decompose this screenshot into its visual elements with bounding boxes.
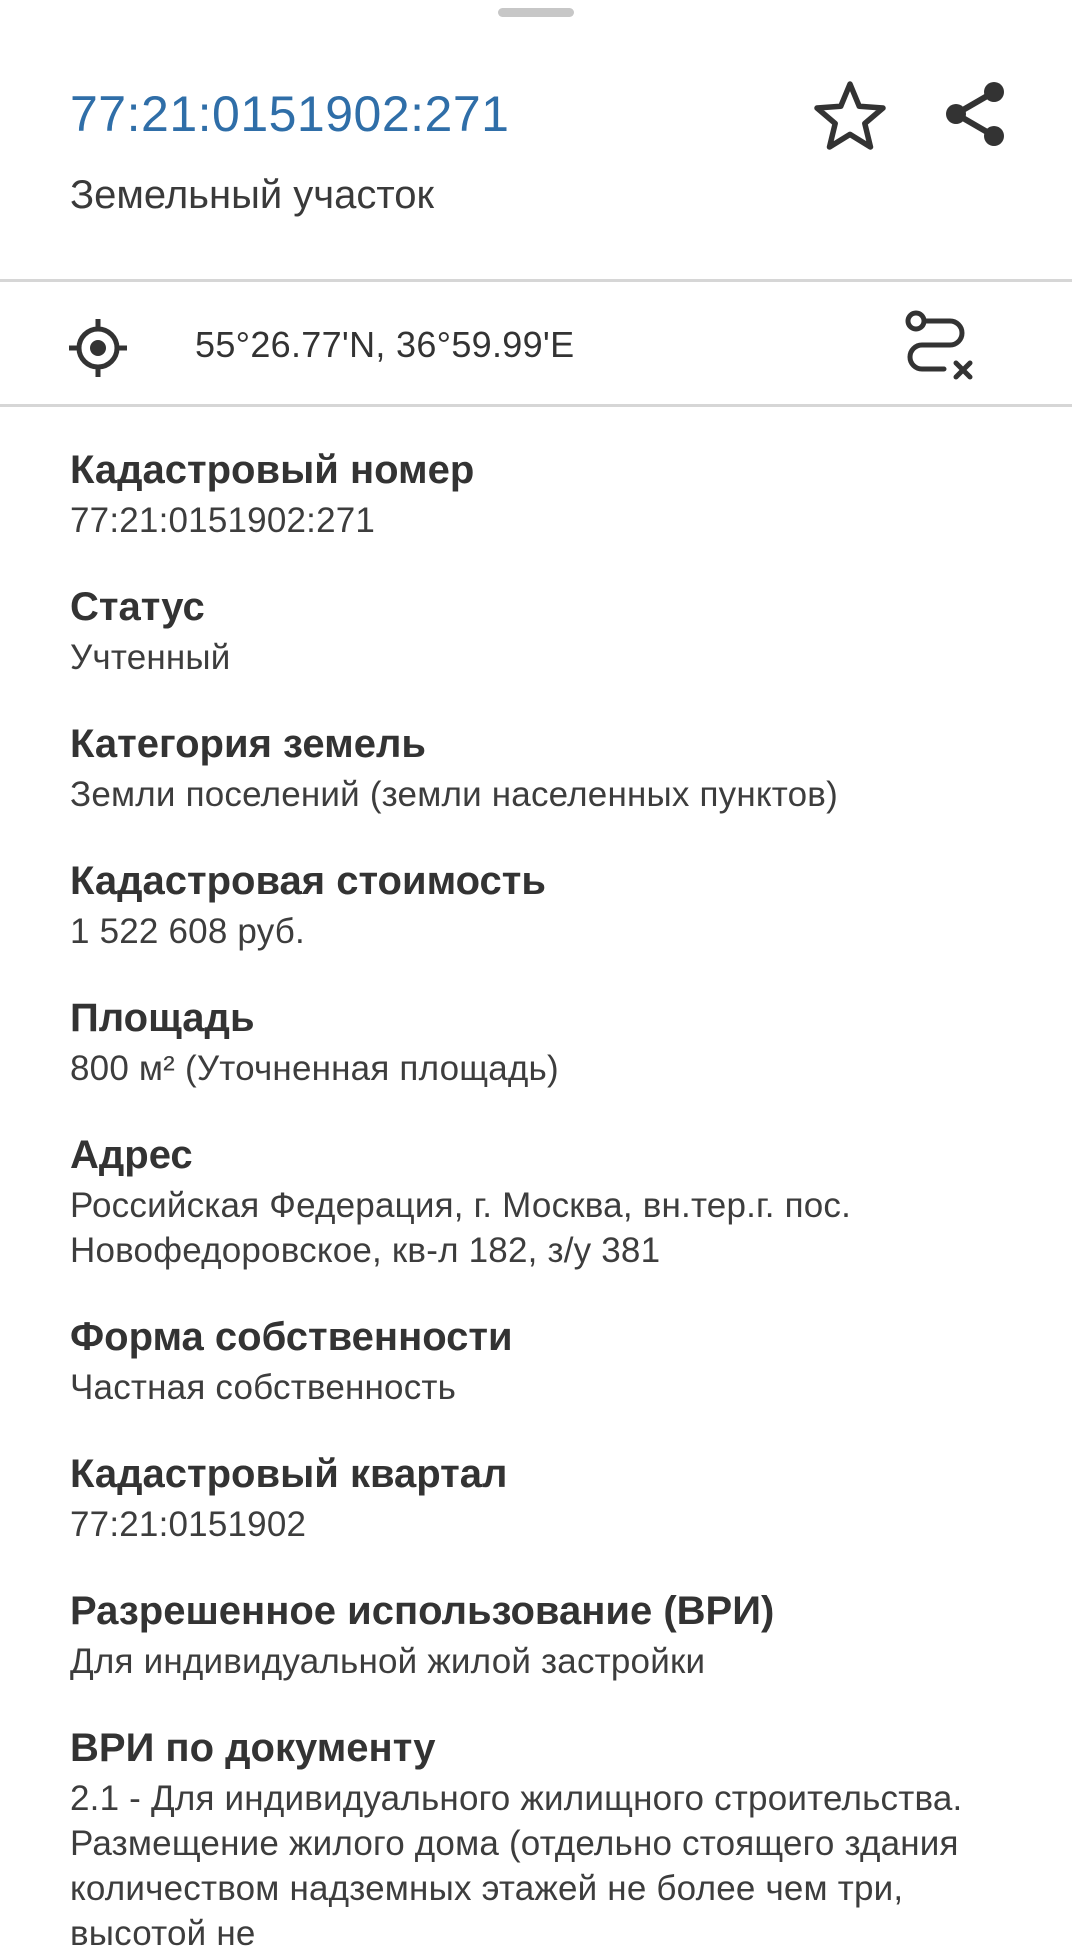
field-value: Для индивидуальной жилой застройки [70,1642,706,1681]
field-ownership-form [70,1313,1030,1410]
field-permitted-use [70,1587,1030,1684]
field-label: Разрешенное использование (ВРИ) [70,1589,775,1633]
coordinates-divider [0,404,1072,407]
field-value: Российская Федерация, г. Москва, вн.тер.г. пос. Новофедоровское, кв-л 182, з/у 381 [70,1186,852,1270]
property-fields-list [70,446,1030,1960]
field-label: Форма собственности [70,1315,513,1359]
field-permitted-use-by-document [70,1724,1030,1956]
field-value: Земли поселений (земли населенных пунктов) [70,775,838,814]
field-address [70,1131,1030,1273]
field-area [70,994,1030,1091]
coordinates-text[interactable]: 55°26.77'N, 36°59.99'E [195,324,575,365]
field-cadastral-number [70,446,1030,543]
object-type-subtitle: Земельный участок [70,173,435,217]
field-value: Частная собственность [70,1368,457,1407]
field-status [70,583,1030,680]
route-clear-icon [902,309,978,385]
field-cadastral-quarter [70,1450,1030,1547]
field-land-category [70,720,1030,817]
field-value: 2.1 - Для индивидуального жилищного строительства. Размещение жилого дома (отдельно стоящего здания количеством надземных этажей не более чем три, высотой не [70,1779,963,1953]
field-label: Площадь [70,996,255,1040]
field-cadastral-value [70,857,1030,954]
field-label: Статус [70,585,205,629]
field-value: 800 м² (Уточненная площадь) [70,1049,559,1088]
cadastral-number-title[interactable]: 77:21:0151902:271 [70,86,510,142]
locate-button[interactable] [60,310,136,386]
crosshair-icon [67,317,129,379]
favorite-button[interactable] [802,68,898,164]
field-label: Кадастровый номер [70,448,475,492]
details-header [0,0,1072,280]
field-label: ВРИ по документу [70,1726,436,1770]
route-button[interactable] [892,302,988,392]
field-value: 1 522 608 руб. [70,912,305,951]
field-label: Кадастровая стоимость [70,859,546,903]
field-value: 77:21:0151902:271 [70,501,376,540]
field-label: Кадастровый квартал [70,1452,508,1496]
field-label: Адрес [70,1133,193,1177]
header-divider [0,279,1072,282]
field-value: 77:21:0151902 [70,1505,307,1544]
field-label: Категория земель [70,722,426,766]
field-value: Учтенный [70,638,231,677]
star-outline-icon [813,80,887,152]
share-icon [944,81,1008,147]
share-button[interactable] [928,66,1024,162]
